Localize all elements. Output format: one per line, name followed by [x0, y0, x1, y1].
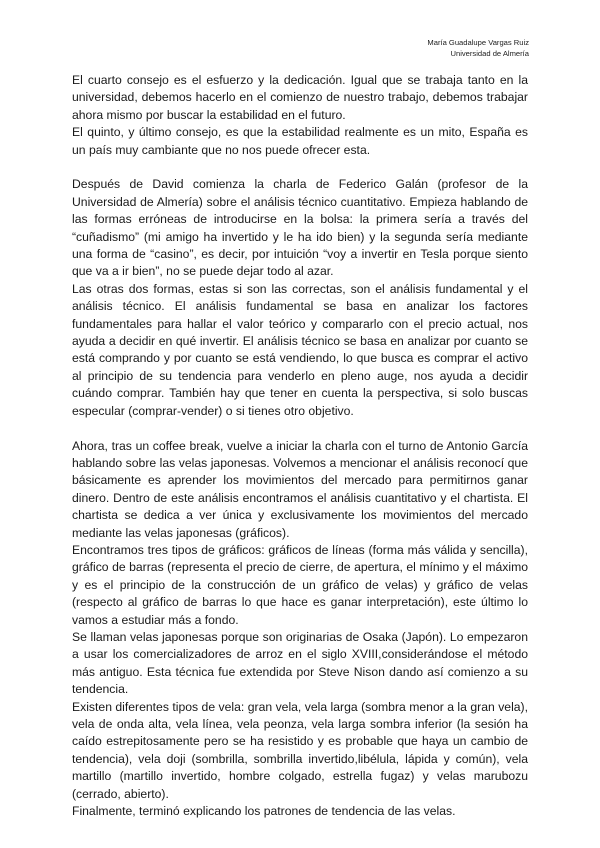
paragraph-osaka-origin: Se llaman velas japonesas porque son originarias de Osaka (Japón). Lo empezaron a usar los comercializadores de arroz en el siglo XVIII,considerándose el método más antiguo. Esta técnica fue extendida por Steve Nison dando así comienzo a su tendencia. — [72, 629, 528, 697]
page-header — [427, 38, 529, 59]
paragraph-candle-types: Existen diferentes tipos de vela: gran vela, vela larga (sombra menor a la gran vela), vela de onda alta, vela línea, vela peonza, vela larga sombra inferior (la sesión ha caído estrepitosamente pero se ha resistido y es probable que haya un cambio de tendencia), vela doji (sombrilla, sombrilla invertido,libélula, lápida y común), vela martillo (martillo invertido, hombre colgado, estrella fugaz) y velas marubozu (cerrado, abierto). — [72, 699, 528, 801]
paragraph-chart-types: Encontramos tres tipos de gráficos: gráficos de líneas (forma más válida y sencilla), gráfico de barras (representa el precio de cierre, de apertura, el mínimo y el máximo y es el principio de la construcción de un gráfico de velas) y gráfico de velas (respecto al gráfico de barras lo que hace es ganar interpretación), este último lo vamos a estudiar más a fondo. — [72, 542, 528, 627]
paragraph-federico-galan: Después de David comienza la charla de Federico Galán (profesor de la Universidad de Almería) sobre el análisis técnico cuantitativo. Empieza hablando de las formas erróneas de introducirse en la bolsa: la primera sería a través del “cuñadismo” (mi amigo ha invertido y le ha ido bien) y la segunda sería mediante una forma de “casino”, es decir, por intuición “voy a invertir en Tesla porque siento que va a ir bien”, no se puede dejar todo al azar. — [72, 177, 528, 279]
paragraph-conclusion: Finalmente, terminó explicando los patrones de tendencia de las velas. — [72, 804, 456, 819]
paragraph-antonio-garcia: Ahora, tras un coffee break, vuelve a iniciar la charla con el turno de Antonio García hablando sobre las velas japonesas. Volvemos a mencionar el análisis reconocí que básicamente es aprender los movimientos del mercado para permitirnos ganar dinero. Dentro de este análisis encontramos el análisis cuantitativo y el chartista. El chartista se dedica a ver única y exclusivamente los movimientos del mercado mediante las velas japonesas (gráficos). — [72, 438, 528, 540]
document-body — [72, 72, 528, 820]
paragraph-fifth-advice: El quinto, y último consejo, es que la estabilidad realmente es un mito, España es un país muy cambiante que no nos puede ofrecer esta. — [72, 125, 528, 157]
paragraph-fourth-advice: El cuarto consejo es el esfuerzo y la dedicación. Igual que se trabaja tanto en la universidad, debemos hacerlo en el comienzo de nuestro trabajo, debemos trabajar ahora mismo por buscar la estabilidad en el futuro. — [72, 73, 528, 122]
paragraph-correct-forms: Las otras dos formas, estas si son las correctas, son el análisis fundamental y el análisis técnico. El análisis fundamental se basa en analizar los factores fundamentales para hallar el valor teórico y compararlo con el precio actual, nos ayuda a decidir en qué invertir. El análisis técnico se basa en analizar por cuanto se está comprando y por cuanto se está vendiendo, lo que busca es comprar el activo al principio de su tendencia para venderlo en pleno auge, nos ayuda a decidir cuándo comprar. También hay que tener en cuenta la perspectiva, si solo buscas especular (comprar-vender) o si tienes otro objetivo. — [72, 281, 528, 418]
author-name: María Guadalupe Vargas Ruiz — [427, 38, 529, 47]
institution-name: Universidad de Almería — [450, 48, 529, 58]
